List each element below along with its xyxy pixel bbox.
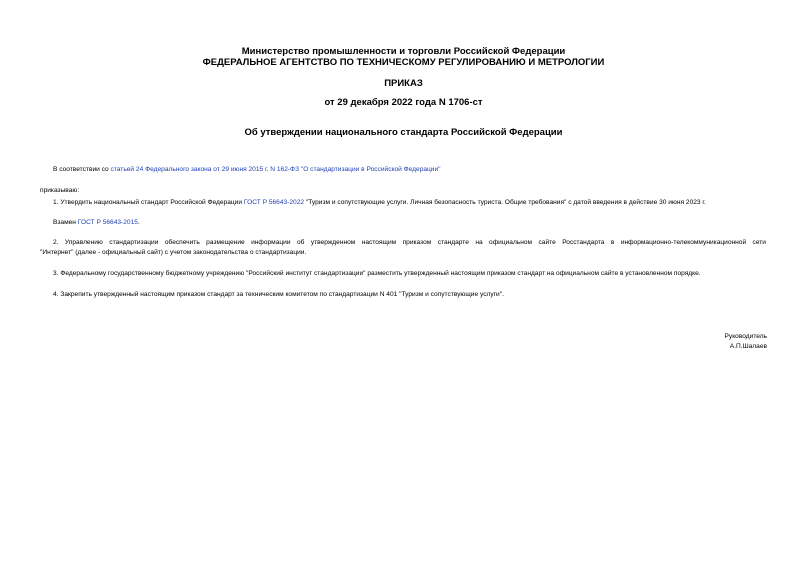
signature-title: Руководитель (724, 333, 767, 340)
order-date: от 29 декабря 2022 года N 1706-ст (324, 97, 483, 108)
gost-2022-link[interactable]: ГОСТ Р 56643-2022 (243, 199, 305, 206)
order-subject: Об утверждении национального стандарта Российской Федерации (244, 127, 563, 138)
item-2-line-2: "Интернет" (далее - официальный сайт) с учетом законодательства о стандартизации. (40, 249, 307, 256)
item-3-paragraph: 3. Федеральному государственному бюджетному учреждению "Российский институт стандартизации" разместить утвержденный настоящим приказом стандарт на официальном сайте в установленном порядке. (53, 270, 701, 277)
basis-paragraph (53, 165, 441, 175)
signature-name: А.П.Шалаев (729, 343, 767, 350)
item-2-line-1: 2. Управлению стандартизации обеспечить размещение информации об утвержденном настоящим приказом стандарте на официальном сайте Росстандарта в информационно-телекоммуникационной сети (53, 239, 766, 246)
replacement-suffix: . (137, 219, 140, 226)
gost-2015-link[interactable]: ГОСТ Р 56643-2015 (77, 219, 138, 226)
order-word: приказываю: (40, 187, 80, 194)
item-4-paragraph: 4. Закрепить утвержденный настоящим приказом стандарт за техническим комитетом по стандартизации N 401 "Туризм и сопутствующие услуги". (53, 291, 504, 298)
basis-prefix: В соответствии со (53, 166, 111, 173)
replacement-prefix: Взамен (53, 219, 78, 226)
replacement-paragraph (53, 218, 140, 228)
agency-heading: ФЕДЕРАЛЬНОЕ АГЕНТСТВО ПО ТЕХНИЧЕСКОМУ РЕГУЛИРОВАНИЮ И МЕТРОЛОГИИ (202, 57, 605, 68)
ministry-heading: Министерство промышленности и торговли Российской Федерации (241, 46, 566, 57)
item-1-suffix: "Туризм и сопутствующие услуги. Личная безопасность туриста. Общие требования" с датой введения в действие 30 июня 2023 г. (304, 199, 706, 206)
item-1-paragraph (53, 198, 706, 208)
item-1-prefix: 1. Утвердить национальный стандарт Российской Федерации (53, 199, 244, 206)
federal-law-link[interactable]: статьей 24 Федерального закона от 29 июня 2015 г. N 162-ФЗ "О стандартизации в Российской Федерации" (110, 166, 441, 173)
order-title: ПРИКАЗ (384, 78, 423, 89)
